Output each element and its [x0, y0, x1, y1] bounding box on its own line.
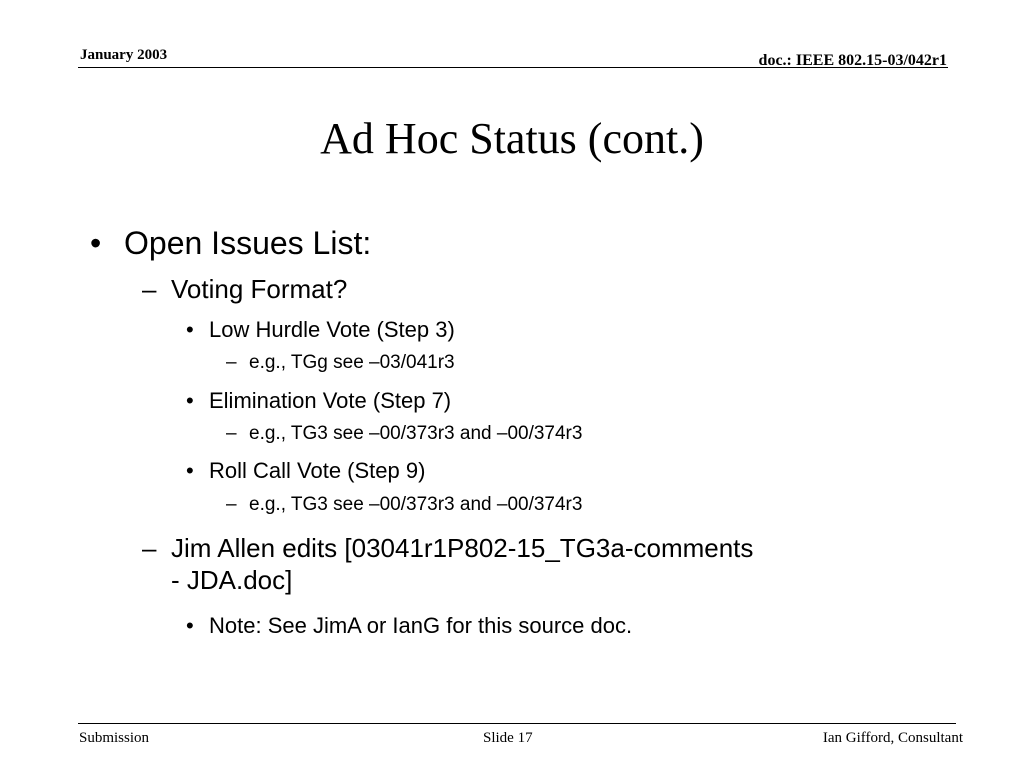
bullet-jim-edits-line2: - JDA.doc] — [171, 565, 293, 595]
slide-title: Ad Hoc Status (cont.) — [320, 114, 704, 163]
bullet-roll-call-example: e.g., TG3 see –00/373r3 and –00/374r3 — [249, 494, 583, 515]
dash-marker: – — [226, 352, 237, 373]
bullet-elimination: Elimination Vote (Step 7) — [209, 388, 452, 413]
bullet-marker: • — [186, 388, 194, 413]
footer-submission: Submission — [79, 730, 150, 746]
bullet-low-hurdle-example: e.g., TGg see –03/041r3 — [249, 352, 455, 373]
dash-marker: – — [142, 533, 157, 563]
bullet-marker: • — [90, 225, 102, 261]
bullet-open-issues: Open Issues List: — [124, 225, 372, 261]
header-divider — [78, 67, 948, 68]
bullet-note: Note: See JimA or IanG for this source doc. — [209, 613, 633, 638]
bullet-marker: • — [186, 317, 194, 342]
footer-divider — [78, 723, 956, 724]
bullet-marker: • — [186, 613, 194, 638]
bullet-voting-format: Voting Format? — [171, 274, 348, 304]
dash-marker: – — [226, 494, 237, 515]
footer-author: Ian Gifford, Consultant — [822, 730, 963, 746]
bullet-elimination-example: e.g., TG3 see –00/373r3 and –00/374r3 — [249, 423, 583, 444]
dash-marker: – — [142, 274, 157, 304]
footer-slide-number: Slide 17 — [483, 730, 533, 746]
header-doc-id: doc.: IEEE 802.15-03/042r1 — [758, 52, 947, 69]
header-date: January 2003 — [80, 47, 168, 63]
bullet-marker: • — [186, 458, 194, 483]
bullet-jim-edits-line1: Jim Allen edits [03041r1P802-15_TG3a-comments — [171, 533, 754, 563]
bullet-low-hurdle: Low Hurdle Vote (Step 3) — [209, 317, 455, 342]
dash-marker: – — [226, 423, 237, 444]
bullet-roll-call: Roll Call Vote (Step 9) — [209, 458, 426, 483]
